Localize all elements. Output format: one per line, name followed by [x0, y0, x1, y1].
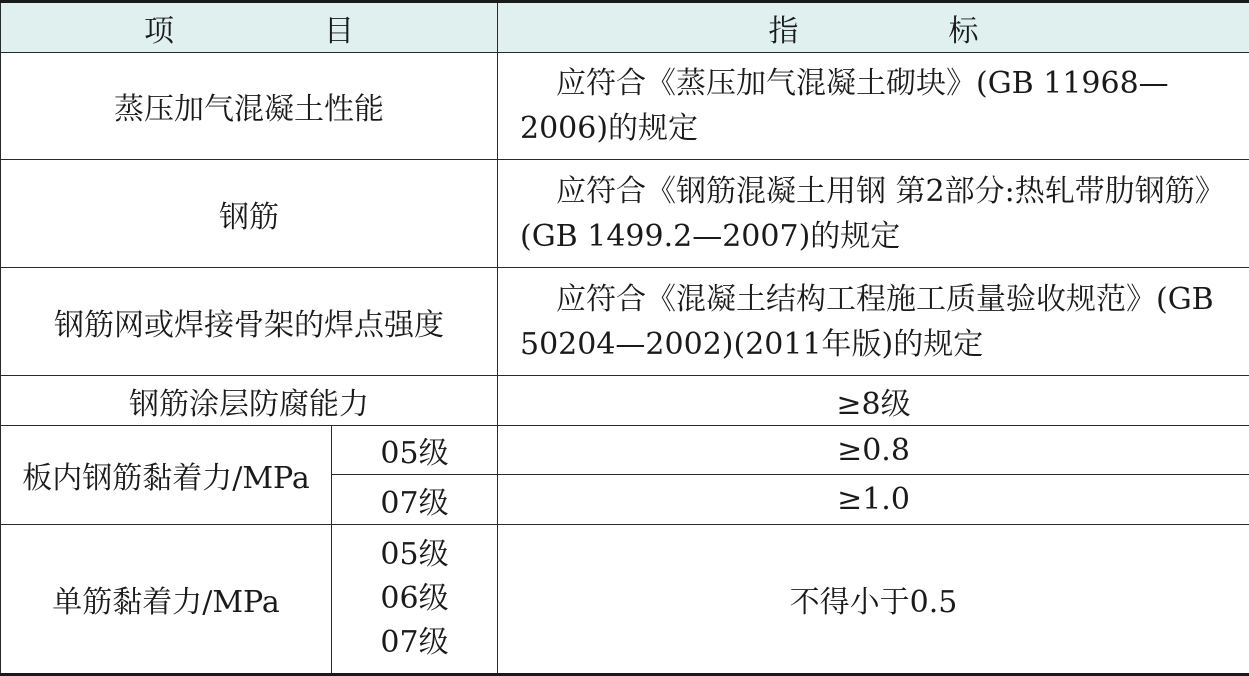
- table-row: [1, 160, 1249, 268]
- value-cell: ≥0.8: [498, 426, 1249, 475]
- grade-cell: 05级: [332, 426, 498, 475]
- row-item: 蒸压加气混凝土性能: [1, 53, 498, 160]
- grade-cell: 07级: [332, 475, 498, 525]
- grade-cell: 07级: [332, 621, 497, 665]
- header-index: 指 标: [498, 2, 1249, 53]
- row-spec: 应符合《混凝土结构工程施工质量验收规范》(GB 50204—2002)(2011年版)的规定: [498, 268, 1249, 376]
- row-spec: ≥8级: [498, 376, 1249, 426]
- table-row: [1, 525, 1249, 675]
- bond-plate-label: 板内钢筋黏着力/MPa: [1, 426, 332, 525]
- row-spec: 应符合《钢筋混凝土用钢 第2部分:热轧带肋钢筋》(GB 1499.2—2007)的规定: [498, 160, 1249, 268]
- header-item: 项 目: [1, 2, 498, 53]
- grade-cell: 05级: [332, 533, 497, 577]
- row-item: 钢筋涂层防腐能力: [1, 376, 498, 426]
- value-cell: 不得小于0.5: [498, 525, 1249, 675]
- grade-stack: [332, 525, 498, 675]
- table-row: [1, 376, 1249, 426]
- table-row: [1, 268, 1249, 376]
- bond-single-label: 单筋黏着力/MPa: [1, 525, 332, 675]
- grade-cell: 06级: [332, 577, 497, 621]
- header-row: [1, 2, 1249, 53]
- value-cell: ≥1.0: [498, 475, 1249, 525]
- row-item: 钢筋网或焊接骨架的焊点强度: [1, 268, 498, 376]
- table-row: [1, 53, 1249, 160]
- row-item: 钢筋: [1, 160, 498, 268]
- table-row: [1, 426, 1249, 475]
- row-spec: 应符合《蒸压加气混凝土砌块》(GB 11968—2006)的规定: [498, 53, 1249, 160]
